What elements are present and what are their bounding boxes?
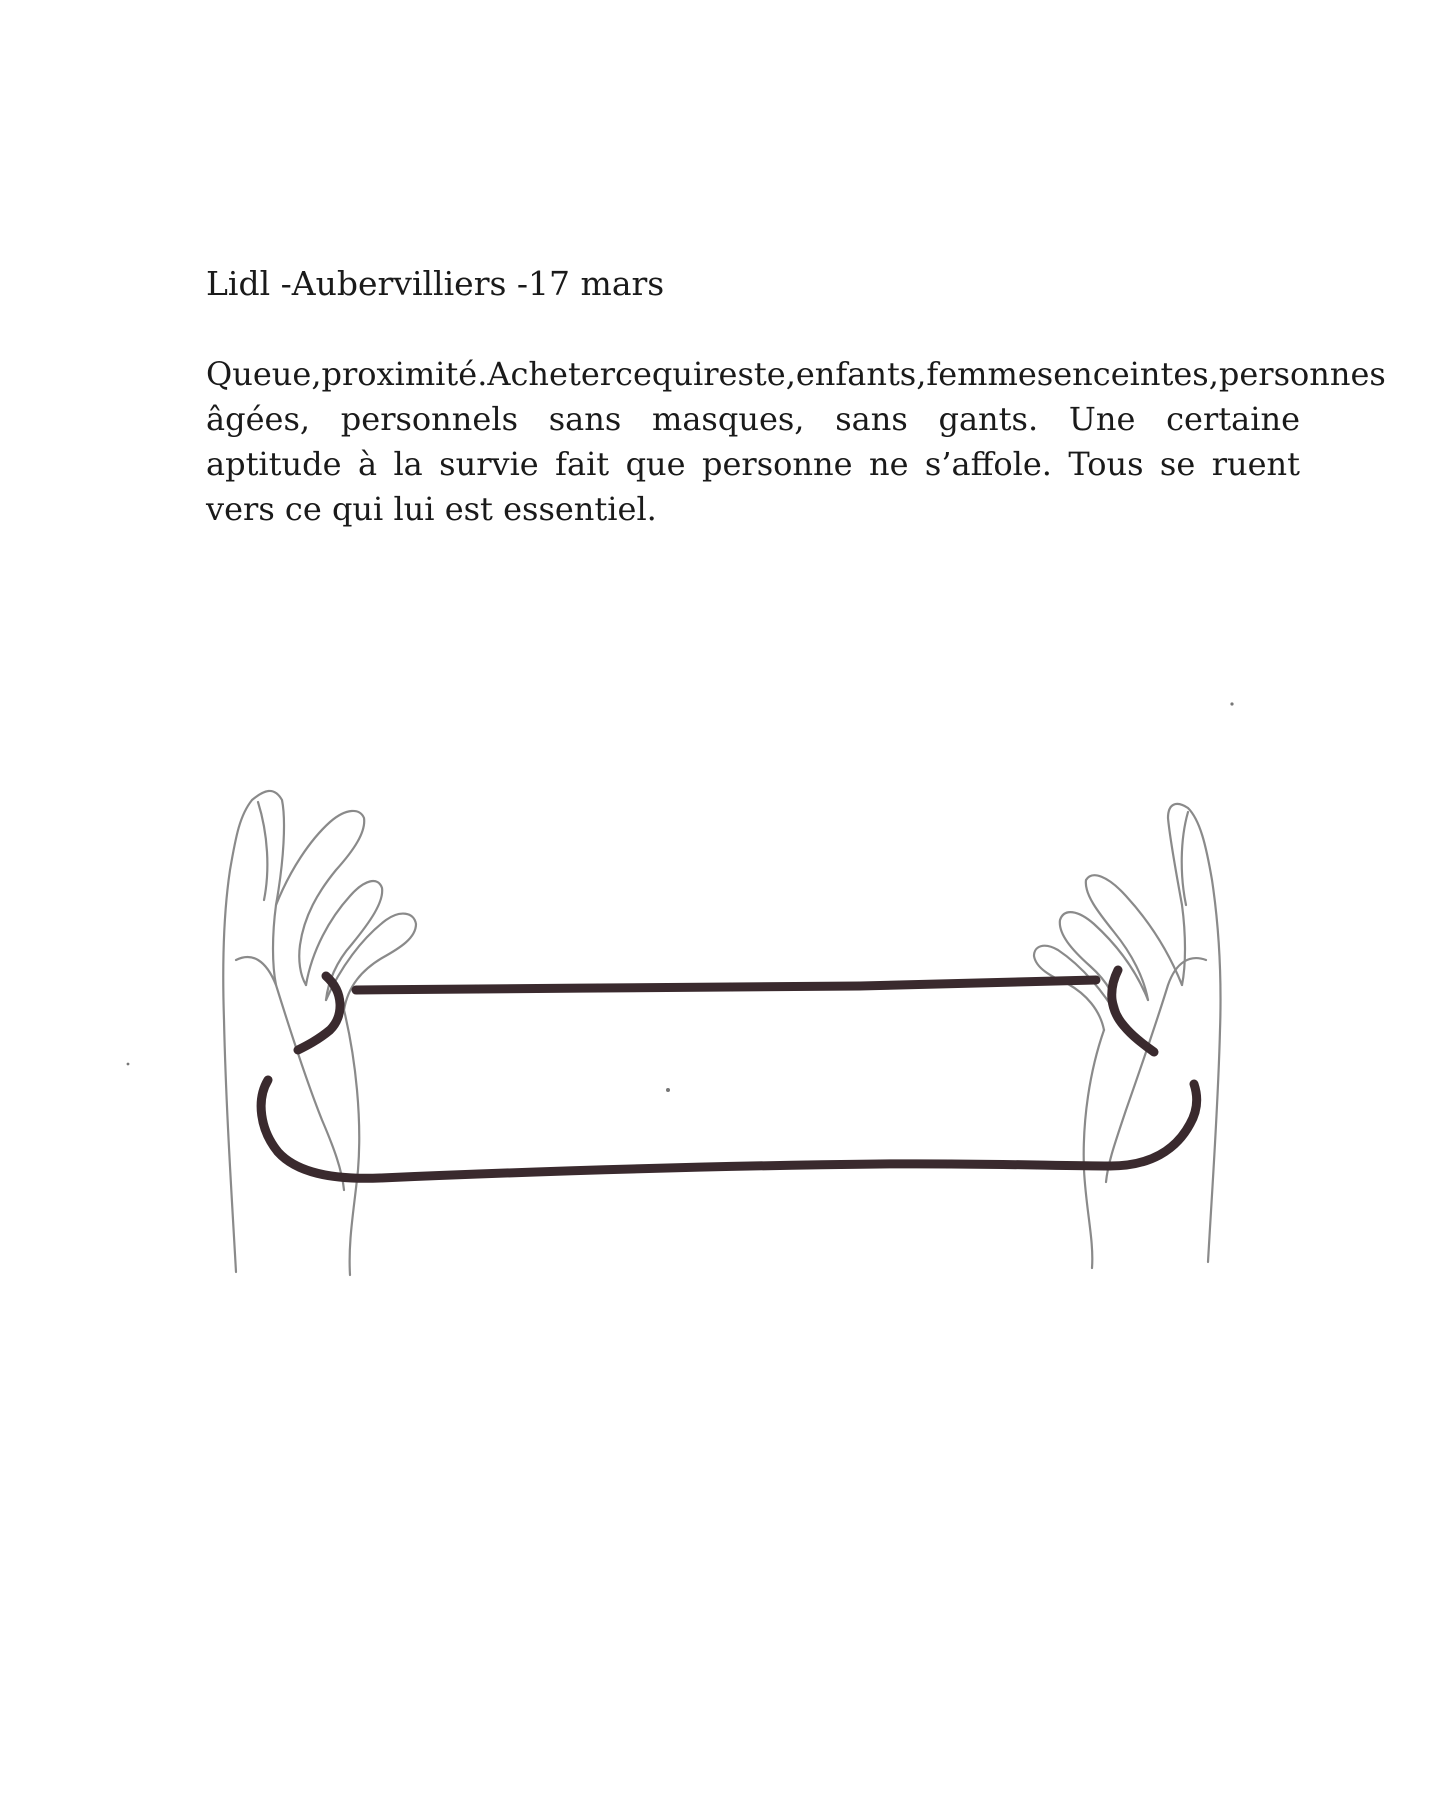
document-heading: Lidl -Aubervilliers -17 mars: [206, 264, 665, 303]
paper-specks: [127, 702, 1234, 1092]
document-paragraph: Queue,proximité.Achetercequireste,enfants,femmesenceintes,personnes âgées, personnels sans masques, sans gants. Une certaine aptitude à la survie fait que personne ne s’affole. Tous se ruent vers ce qui lui est essentiel.: [206, 355, 1386, 528]
string-loop: [261, 970, 1196, 1178]
